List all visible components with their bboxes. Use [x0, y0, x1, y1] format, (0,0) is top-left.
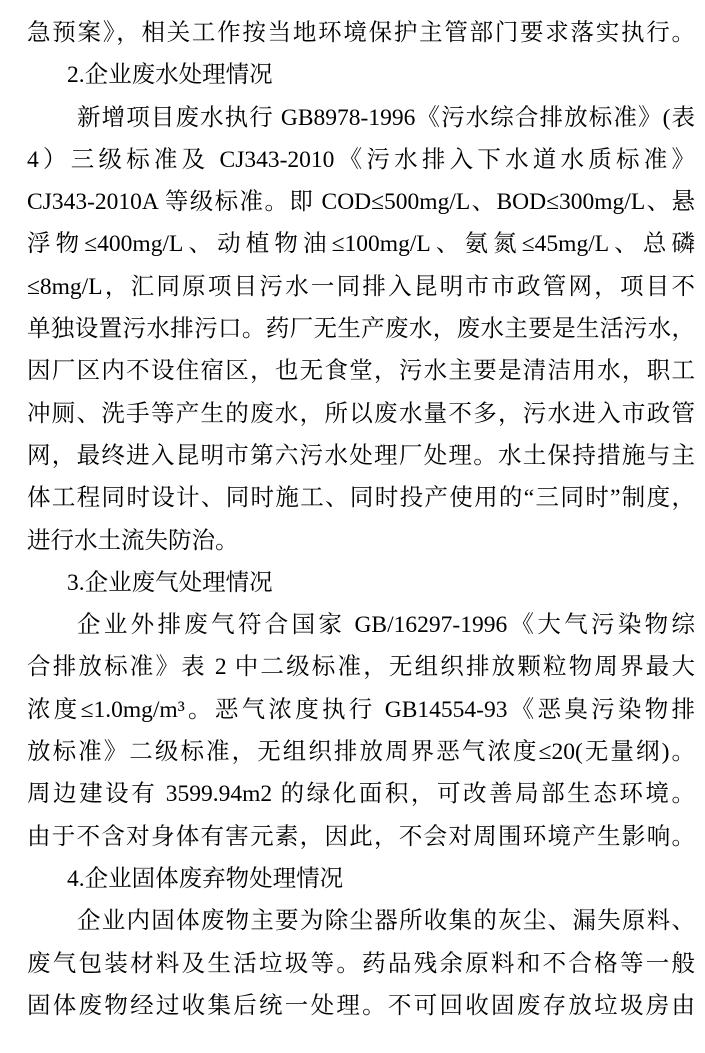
- section-heading: 3.企业废气处理情况: [67, 569, 273, 596]
- text-line: ≤8mg/L，汇同原项目污水一同排入昆明市市政管网，项目不: [27, 273, 695, 300]
- text-line: 因厂区内不设住宿区，也无食堂，污水主要是清洁用水，职工: [27, 358, 695, 385]
- text-line: 急预案》，相关工作按当地环境保护主管部门要求落实执行。: [27, 20, 695, 46]
- text-line: 浮物≤400mg/L、动植物油≤100mg/L、氨氮≤45mg/L、总磷: [27, 231, 695, 258]
- text-line: 4）三级标准及 CJ343-2010《污水排入下水道水质标准》: [27, 146, 695, 173]
- text-line: 合排放标准》表 2 中二级标准，无组织排放颗粒物周界最大: [27, 654, 695, 681]
- text-line: 新增项目废水执行 GB8978-1996《污水综合排放标准》(表: [77, 104, 695, 131]
- text-line: CJ343-2010A 等级标准。即 COD≤500mg/L、BOD≤300mg/L、悬: [27, 189, 695, 216]
- text-line: 放标准》二级标准，无组织排放周界恶气浓度≤20(无量纲)。: [27, 739, 695, 766]
- text-line: 进行水土流失防治。: [27, 527, 239, 554]
- text-line: 单独设置污水排污口。药厂无生产废水，废水主要是生活污水，: [27, 316, 695, 343]
- text-line: 企业内固体废物主要为除尘器所收集的灰尘、漏失原料、: [77, 908, 695, 935]
- text-line: 周边建设有 3599.94m2 的绿化面积，可改善局部生态环境。: [27, 781, 695, 808]
- text-line: 网，最终进入昆明市第六污水处理厂处理。水土保持措施与主: [27, 442, 695, 469]
- text-line: 废气包装材料及生活垃圾等。药品残余原料和不合格等一般: [27, 950, 695, 977]
- text-line: 冲厕、洗手等产生的废水，所以废水量不多，污水进入市政管: [27, 400, 695, 427]
- text-line: 浓度≤1.0mg/m³。恶气浓度执行 GB14554-93《恶臭污染物排: [27, 696, 695, 723]
- document-body: [27, 12, 695, 1027]
- text-line: 固体废物经过收集后统一处理。不可回收固废存放垃圾房由: [27, 992, 695, 1019]
- text-line: 由于不含对身体有害元素，因此，不会对周围环境产生影响。: [27, 823, 695, 850]
- text-line: 体工程同时设计、同时施工、同时投产使用的“三同时”制度，: [27, 485, 695, 512]
- section-heading: 2.企业废水处理情况: [67, 62, 273, 89]
- text-line: 企业外排废气符合国家 GB/16297-1996《大气污染物综: [77, 612, 695, 639]
- section-heading: 4.企业固体废弃物处理情况: [67, 865, 344, 892]
